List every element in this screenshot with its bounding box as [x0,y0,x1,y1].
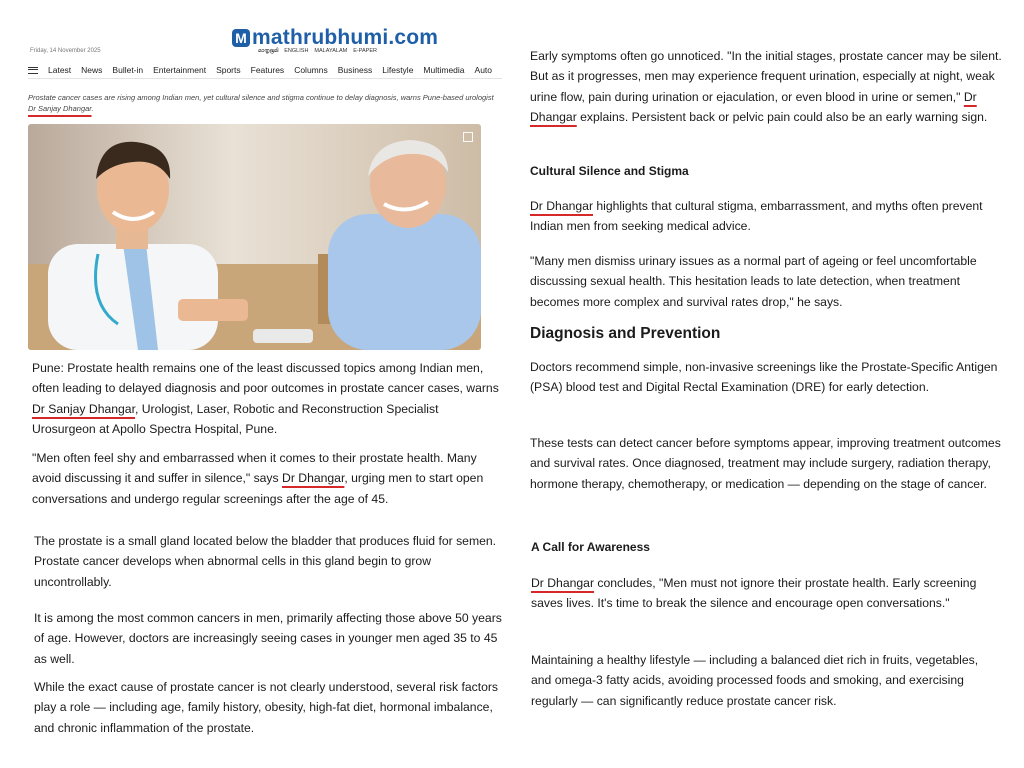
hamburger-menu-icon[interactable] [28,67,38,74]
nav-item-entertainment[interactable]: Entertainment [153,65,207,75]
nav-item-bulletin[interactable]: Bullet-in [112,65,144,75]
left-paragraph-1: Pune: Prostate health remains one of the least discussed topics among Indian men, often leading to delayed diagnosis and poor outcomes in prostate cancer cases, warns Dr Sanjay Dhangar, Urologist, Laser, Robotic and Reconstruction Specialist Urosurgeon at Apollo Spectra Hospital, Pune. [32,361,499,436]
page-date: Friday, 14 November 2025 [30,48,101,54]
nav-item-features[interactable]: Features [250,65,285,75]
doctor-name-highlight: Dr Sanjay Dhangar [32,401,135,416]
article-photo [28,124,481,350]
right-paragraph-2: Dr Dhangar highlights that cultural stigma, embarrassment, and myths often prevent Indian men from seeking medical advice. [530,199,983,234]
image-caption: Prostate cancer cases are rising among Indian men, yet cultural silence and stigma continue to delay diagnosis, warns Pune-based urologist Dr Sanjay Dhangar. [28,93,494,113]
left-paragraph-5: While the exact cause of prostate cancer is not clearly understood, several risk factors play a role — including age, family history, obesity, high-fat diet, hormonal imbalance, and chronic inflammation of the prostate. [34,680,499,735]
nav-item-business[interactable]: Business [337,65,373,75]
logo-mark: M [232,29,250,47]
lang-link-malayalam[interactable]: MALAYALAM [314,48,348,54]
section-heading-diagnosis: Diagnosis and Prevention [530,325,721,342]
section-heading-cultural-silence: Cultural Silence and Stigma [530,164,689,178]
doctor-name-highlight: Dr Dhangar [530,89,977,124]
nav-item-columns[interactable]: Columns [294,65,328,75]
left-paragraph-4: It is among the most common cancers in men, primarily affecting those above 50 years of age. However, doctors are increasingly seeing cases in younger men aged 35 to 45 as well. [34,611,502,666]
right-paragraph-4: Doctors recommend simple, non-invasive screenings like the Prostate-Specific Antigen (PSA) blood test and Digital Rectal Examination (DRE) for early detection. [530,360,998,395]
left-paragraph-3: The prostate is a small gland located below the bladder that produces fluid for semen. Prostate cancer develops when abnormal cells in this gland begin to grow uncontrollably. [34,534,497,589]
lang-link-english[interactable]: ENGLISH [284,48,309,54]
right-paragraph-5: These tests can detect cancer before symptoms appear, improving treatment outcomes and survival rates. Once diagnosed, treatment may include surgery, radiation therapy, hormone therapy, chemotherapy, or medication — depending on the stage of cancer. [530,436,1001,491]
logo-text: mathrubhumi.com [252,26,439,49]
nav-item-latest[interactable]: Latest [48,65,72,75]
right-paragraph-1: Early symptoms often go unnoticed. "In the initial stages, prostate cancer may be silent. But as it progresses, men may experience frequent urination, especially at night, weak urine flow, pain during urination or ejaculation, or even blood in urine or semen," Dr Dhangar explains. Persistent back or pelvic pain could also be an early warning sign. [530,49,1002,124]
site-logo[interactable] [232,26,438,50]
right-paragraph-7: Maintaining a healthy lifestyle — including a balanced diet rich in fruits, vegetables, and omega-3 fatty acids, avoiding processed foods and smoking, and exercising regularly — can significantly reduce prostate cancer risk. [531,653,979,708]
nav-item-news[interactable]: News [81,65,103,75]
doctor-name-highlight: Dr Dhangar [531,576,594,590]
lang-link-epaper[interactable]: E-PAPER [353,48,377,54]
lang-link-malayalam-script[interactable]: മാതൃഭൂമി [258,48,279,54]
nav-item-sports[interactable]: Sports [216,65,241,75]
expand-image-icon[interactable] [463,132,473,142]
doctor-patient-illustration [28,124,481,350]
nav-item-lifestyle[interactable]: Lifestyle [382,65,414,75]
nav-item-auto[interactable]: Auto [474,65,493,75]
nav-item-multimedia[interactable]: Multimedia [423,65,465,75]
left-paragraph-2: "Men often feel shy and embarrassed when it comes to their prostate health. Many avoid discussing it and suffer in silence," says Dr Dhangar, urging men to start open conversations and undergo regular screenings after the age of 45. [32,451,484,506]
doctor-name-highlight: Dr Dhangar [282,471,345,486]
caption-doctor-name: Dr Sanjay Dhangar [28,104,92,113]
main-nav [28,62,502,79]
right-paragraph-6: Dr Dhangar concludes, "Men must not ignore their prostate health. Early screening saves lives. It's time to break the silence and encourage open conversations." [531,576,977,611]
doctor-name-highlight: Dr Dhangar [530,199,593,213]
section-heading-call-for-awareness: A Call for Awareness [531,540,650,554]
language-links [258,48,377,55]
right-paragraph-3: "Many men dismiss urinary issues as a normal part of ageing or feel uncomfortable discussing sexual health. This hesitation leads to late detection, when treatment becomes more complex and survival rates drop," he says. [530,254,977,309]
